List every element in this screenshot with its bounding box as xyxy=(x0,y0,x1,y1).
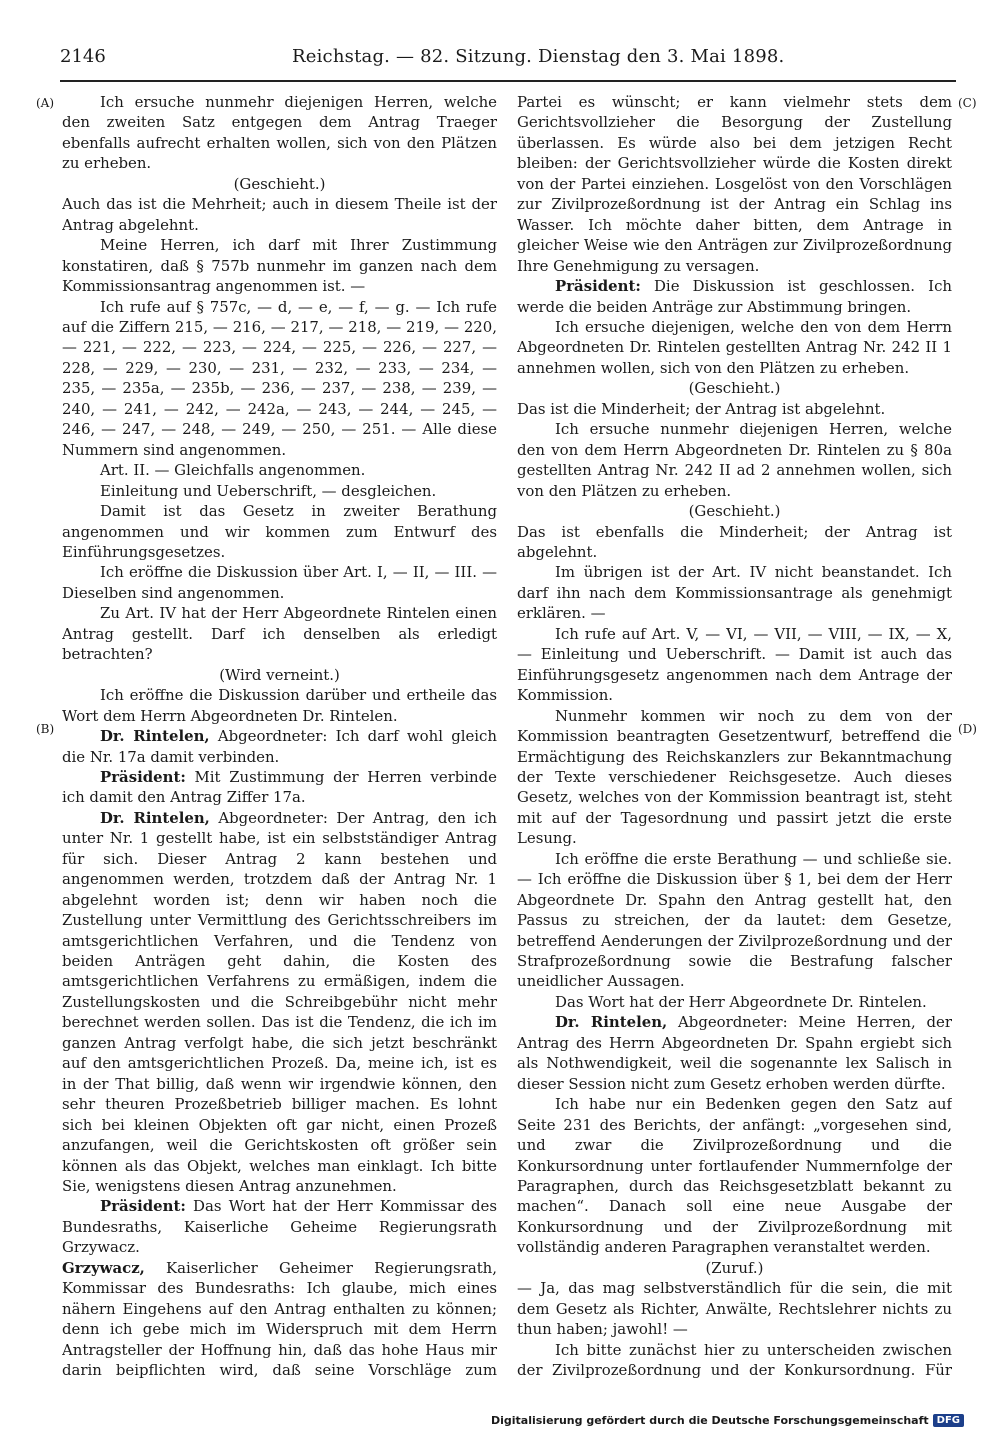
paragraph-text: Ich ersuche nunmehr diejenigen Herren, welche den zweiten Satz entgegen dem Antrag Traeger ebenfalls aufrecht erhalten wollen, sich von den Plätzen zu erheben. xyxy=(62,93,497,173)
paragraph-text: (Geschieht.) xyxy=(688,379,781,398)
margin-marker-d: (D) xyxy=(958,722,977,736)
paragraph xyxy=(517,276,952,317)
paragraph-text: Art. II. — Gleichfalls angenommen. xyxy=(100,461,366,480)
paragraph xyxy=(62,767,497,808)
paragraph-text: — Ja, das mag selbstverständlich für die sein, die mit dem Gesetz als Richter, Anwälte, Rechtslehrer nichts zu thun haben; jawohl! — xyxy=(517,1279,952,1339)
paragraph-text: Das ist die Minderheit; der Antrag ist abgelehnt. xyxy=(517,399,886,418)
speaker-name: Dr. Rintelen, xyxy=(555,1013,668,1032)
paragraph-text: Ich habe nur ein Bedenken gegen den Satz auf Seite 231 des Berichts, der anfängt: „vorgesehen sind, und zwar die Zivilprozeßordnung und die Konkursordnung unter fortlaufender Nummernfolge der Paragraphen, durch das Reichsgesetzblatt bekannt zu machen“. Danach soll eine neue Ausgabe der Konkursordnung und der Zivilprozeßordnung mit vollständig anderen Paragraphen veranstaltet werden. xyxy=(517,1095,952,1257)
paragraph-text: Zu Art. IV hat der Herr Abgeordnete Rintelen einen Antrag gestellt. Darf ich denselben als erledigt betrachten? xyxy=(62,604,497,664)
paragraph-text: Abgeordneter: Ich darf wohl gleich die Nr. 17a damit verbinden. xyxy=(62,727,497,766)
paragraph xyxy=(62,297,497,461)
paragraph xyxy=(62,1196,497,1257)
stage-direction xyxy=(517,378,952,398)
paragraph xyxy=(62,1258,497,1382)
dfg-logo: DFG xyxy=(933,1414,964,1427)
paragraph xyxy=(517,1012,952,1094)
paragraph xyxy=(62,808,497,1197)
margin-marker-b: (B) xyxy=(36,722,55,736)
paragraph xyxy=(62,562,497,603)
paragraph-text: Ich eröffne die Diskussion über Art. I, — II, — III. — Dieselben sind angenommen. xyxy=(62,563,497,602)
paragraph-text: Nunmehr kommen wir noch zu dem von der Kommission beantragten Gesetzentwurf, betreffend die Ermächtigung des Reichskanzlers zur Bekanntmachung der Texte verschiedener Reichsgesetze. Auch dieses Gesetz, welches von der Kommission beantragt ist, steht mit auf der Tagesordnung und passirt jetzt die erste Lesung. xyxy=(517,706,952,848)
paragraph-text: Abgeordneter: Meine Herren, der Antrag des Herrn Abgeordneten Dr. Spahn ergiebt sich als Nothwendigkeit, weil die sogenannte lex Salisch in dieser Session nicht zum Gesetz erhoben werden dürfte. xyxy=(517,1013,952,1093)
paragraph-text: (Geschieht.) xyxy=(688,502,781,521)
paragraph xyxy=(62,726,497,767)
session-title: Reichstag. — 82. Sitzung. Dienstag den 3. Mai 1898. xyxy=(292,46,785,67)
paragraph-text: Kaiserlicher Geheimer Regierungsrath, Kommissar des Bundesraths: Ich glaube, mich eines nähern Eingehens auf den Antrag enthalten zu können; denn ich gebe mich im Widerspruch mit dem Herrn Antragsteller der Hoffnung hin, daß das hohe Haus mir darin beipflichten wird, daß seine Vorschläge zum xyxy=(62,1258,497,1380)
paragraph xyxy=(517,1278,952,1339)
paragraph-text: Das ist ebenfalls die Minderheit; der Antrag ist abgelehnt. xyxy=(517,522,952,561)
paragraph xyxy=(62,92,497,174)
speaker-name: Grzywacz, xyxy=(62,1258,145,1277)
paragraph-text: Auch das ist die Mehrheit; auch in diesem Theile ist der Antrag abgelehnt. xyxy=(62,195,497,234)
paragraph-text: Die Diskussion ist geschlossen. Ich werde die beiden Anträge zur Abstimmung bringen. xyxy=(517,277,952,316)
paragraph xyxy=(62,481,497,501)
paragraph xyxy=(517,706,952,849)
speaker-name: Dr. Rintelen, xyxy=(100,808,210,827)
paragraph-text: Ich ersuche nunmehr diejenigen Herren, welche den von dem Herrn Abgeordneten Dr. Rintelen zu § 80a gestellten Antrag Nr. 242 II ad 2 annehmen wollen, sich von den Plätzen zu erheben. xyxy=(517,420,952,500)
left-column xyxy=(62,92,497,1382)
paragraph xyxy=(62,235,497,296)
speaker-name: Präsident: xyxy=(100,1197,186,1216)
paragraph-text: Partei es wünscht; er kann vielmehr stets dem Gerichtsvollzieher die Besorgung der Zustellung überlassen. Es würde also bei dem jetzigen Recht bleiben: der Gerichtsvollzieher würde die Kosten direkt von der Partei einziehen. Losgelöst von den Vorschlägen zur Zivilprozeßordnung ist der Antrag ein Schlag ins Wasser. Ich möchte daher bitten, dem Antrage in gleicher Weise wie den Anträgen zur Zivilprozeßordnung Ihre Genehmigung zu versagen. xyxy=(517,93,952,275)
paragraph-text: (Geschieht.) xyxy=(233,174,326,193)
paragraph-text: Ich rufe auf Art. V, — VI, — VII, — VIII, — IX, — X, — Einleitung und Ueberschrift. — Damit ist auch das Einführungsgesetz angenommen nach dem Antrage der Kommission. xyxy=(517,624,952,705)
paragraph xyxy=(517,1094,952,1258)
paragraph xyxy=(517,624,952,706)
paragraph xyxy=(62,603,497,664)
right-column xyxy=(517,92,952,1382)
paragraph xyxy=(517,522,952,563)
speaker-name: Präsident: xyxy=(100,767,186,786)
stage-direction xyxy=(62,174,497,194)
paragraph-text: Ich eröffne die Diskussion darüber und ertheile das Wort dem Herrn Abgeordneten Dr. Rintelen. xyxy=(62,686,497,725)
paragraph xyxy=(517,399,952,419)
page-number: 2146 xyxy=(60,46,106,67)
paragraph-text: Ich rufe auf § 757c, — d, — e, — f, — g. — Ich rufe auf die Ziffern 215, — 216, — 217, — 218, — 219, — 220, — 221, — 222, — 223, — 224, — 225, — 226, — 227, — 228, — 229, — 230, — 231, — 232, — 233, — 234, — 235, — 235a, — 235b, — 236, — 237, — 238, — 239, — 240, — 241, — 242, — 242a, — 243, — 244, — 245, — 246, — 247, — 248, — 249, — 250, — 251. — Alle diese Nummern sind angenommen. xyxy=(62,297,497,459)
paragraph xyxy=(517,419,952,501)
paragraph-text: Abgeordneter: Der Antrag, den ich unter Nr. 1 gestellt habe, ist ein selbstständiger Antrag für sich. Dieser Antrag 2 kann bestehen und angenommen werden, trotzdem daß der Antrag Nr. 1 abgelehnt worden ist; denn wir haben noch die Zustellung unter Vermittlung des Gerichtsschreibers im amtsgerichtlichen Verfahren, und die Tendenz von beiden Anträgen geht dahin, die Kosten des amtsgerichtlichen Verfahrens zu ermäßigen, indem die Zustellungskosten und die Schreibgebühr nicht mehr berechnet werden sollen. Das ist die Tendenz, die ich im ganzen Antrag verfolgt habe, die sich jetzt beschränkt auf den amtsgerichtlichen Prozeß. Da, meine ich, ist es in der That billig, daß wenn wir irgendwie können, den sehr theuren Prozeßbetrieb billiger machen. Es lohnt sich bei kleinen Objekten oft gar nicht, einen Prozeß anzufangen, weil die Gerichtskosten oft größer sein können als das Objekt, welches man einklagt. Ich bitte Sie, wenigstens diesen Antrag anzunehmen. xyxy=(62,808,497,1196)
paragraph-text: (Wird verneint.) xyxy=(219,665,340,684)
paragraph-text: Ich eröffne die erste Berathung — und schließe sie. — Ich eröffne die Diskussion über § 1, bei dem der Herr Abgeordnete Dr. Spahn den Antrag gestellt hat, den Passus zu streichen, der da lautet: dem Gesetze, betreffend Aenderungen der Zivilprozeßordnung und der Strafprozeßordnung sowie die Bestrafung falscher uneidlicher Aussagen. xyxy=(517,849,952,991)
paragraph xyxy=(517,317,952,378)
paragraph-text: Meine Herren, ich darf mit Ihrer Zustimmung konstatiren, daß § 757b nunmehr im ganzen nach dem Kommissionsantrag angenommen ist. — xyxy=(62,236,497,296)
footer-text: Digitalisierung gefördert durch die Deutsche Forschungsgemeinschaft xyxy=(490,1413,929,1427)
paragraph xyxy=(62,194,497,235)
margin-marker-c: (C) xyxy=(958,96,977,110)
page-header xyxy=(60,42,956,72)
paragraph xyxy=(62,501,497,562)
paragraph xyxy=(62,685,497,726)
paragraph xyxy=(517,562,952,623)
speaker-name: Dr. Rintelen, xyxy=(100,727,210,746)
paragraph-text: (Zuruf.) xyxy=(705,1258,764,1277)
header-rule xyxy=(60,80,956,82)
paragraph xyxy=(517,1340,952,1382)
stage-direction xyxy=(517,1258,952,1278)
paragraph-text: Damit ist das Gesetz in zweiter Berathung angenommen und wir kommen zum Entwurf des Einführungsgesetzes. xyxy=(62,502,497,561)
stage-direction xyxy=(517,501,952,521)
margin-marker-a: (A) xyxy=(36,96,55,110)
footer-credit xyxy=(491,1411,964,1429)
paragraph-text: Im übrigen ist der Art. IV nicht beanstandet. Ich darf ihn nach dem Kommissionsantrage als genehmigt erklären. — xyxy=(517,563,952,623)
paragraph-text: Einleitung und Ueberschrift, — desgleichen. xyxy=(100,481,437,500)
paragraph xyxy=(517,92,952,276)
paragraph xyxy=(62,460,497,480)
paragraph-text: Ich ersuche diejenigen, welche den von dem Herrn Abgeordneten Dr. Rintelen gestellten Antrag Nr. 242 II 1 annehmen wollen, sich von den Plätzen zu erheben. xyxy=(517,317,952,377)
paragraph-text: Mit Zustimmung der Herren verbinde ich damit den Antrag Ziffer 17a. xyxy=(62,767,497,807)
paragraph xyxy=(517,992,952,1012)
paragraph-text: Das Wort hat der Herr Kommissar des Bundesraths, Kaiserliche Geheime Regierungsrath Grzywacz. xyxy=(62,1197,497,1257)
paragraph xyxy=(517,849,952,992)
paragraph-text: Ich bitte zunächst hier zu unterscheiden zwischen der Zivilprozeßordnung und der Konkursordnung. Für xyxy=(517,1340,952,1380)
speaker-name: Präsident: xyxy=(555,277,641,296)
paragraph-text: Das Wort hat der Herr Abgeordnete Dr. Rintelen. xyxy=(555,992,927,1011)
stage-direction xyxy=(62,665,497,685)
